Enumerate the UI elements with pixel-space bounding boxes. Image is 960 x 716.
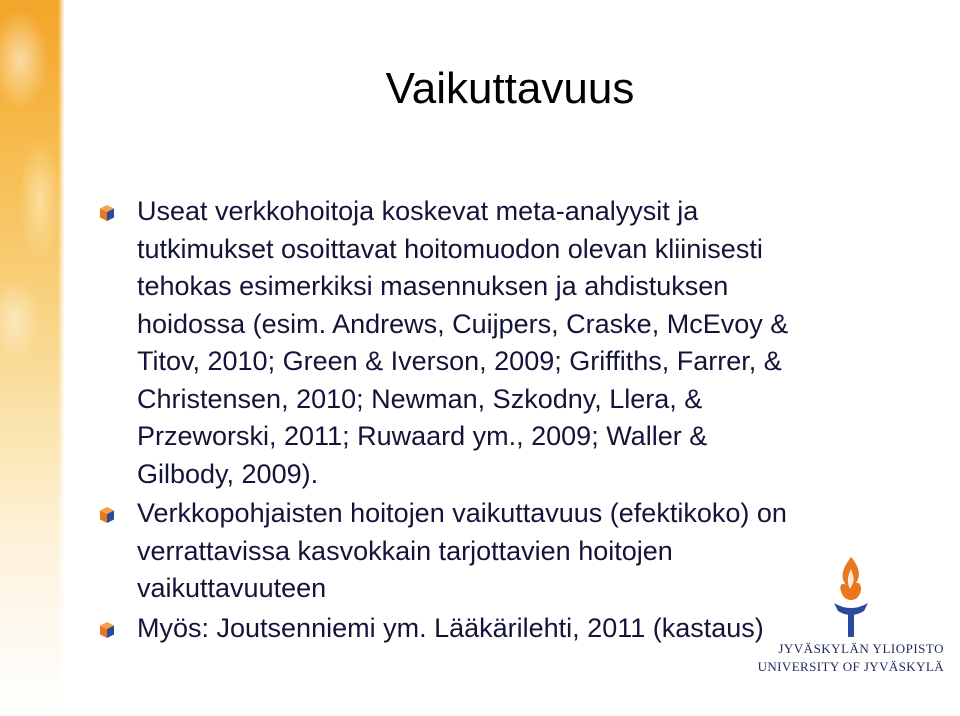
university-logo	[756, 555, 946, 685]
bullet-text-line: Useat verkkohoitoja koskevat meta-analyysit ja	[137, 196, 699, 226]
bullet-cube-icon	[100, 622, 114, 638]
bullet-item	[100, 193, 920, 493]
bullet-cube-icon	[100, 507, 114, 523]
bullet-text-line: Myös: Joutsenniemi ym. Lääkärilehti, 2011 (kastaus)	[137, 612, 764, 643]
bullet-text-line: Christensen, 2010; Newman, Szkodny, Llera, &	[137, 383, 703, 414]
bullet-text-line: Titov, 2010; Green & Iverson, 2009; Griffiths, Farrer, &	[137, 346, 782, 376]
bullet-text-line: Gilbody, 2009).	[137, 458, 319, 489]
bullet-text-line: Verkkopohjaisten hoitojen vaikuttavuus (efektikoko) on	[137, 498, 787, 528]
bullet-text-line: tehokas esimerkiksi masennuksen ja ahdistuksen	[137, 271, 729, 301]
bullet-text-line: vaikuttavuuteen	[137, 573, 327, 603]
bullet-cube-icon	[100, 205, 114, 221]
bullet-text-line: Przeworski, 2011; Ruwaard ym., 2009; Waller &	[137, 421, 708, 451]
bullet-text-line: hoidossa (esim. Andrews, Cuijpers, Craske, McEvoy &	[137, 308, 789, 339]
slide-title: Vaikuttavuus	[385, 64, 635, 113]
bullet-text-line: verrattavissa kasvokkain tarjottavien hoitojen	[137, 535, 673, 566]
torch-flame-icon	[828, 555, 874, 655]
bullet-text-line: tutkimukset osoittavat hoitomuodon olevan kliinisesti	[137, 233, 763, 264]
logo-text-finnish: JYVÄSKYLÄN YLIOPISTO	[778, 641, 944, 656]
logo-text-english: UNIVERSITY OF JYVÄSKYLÄ	[757, 659, 944, 674]
decorative-side-image	[0, 0, 64, 716]
